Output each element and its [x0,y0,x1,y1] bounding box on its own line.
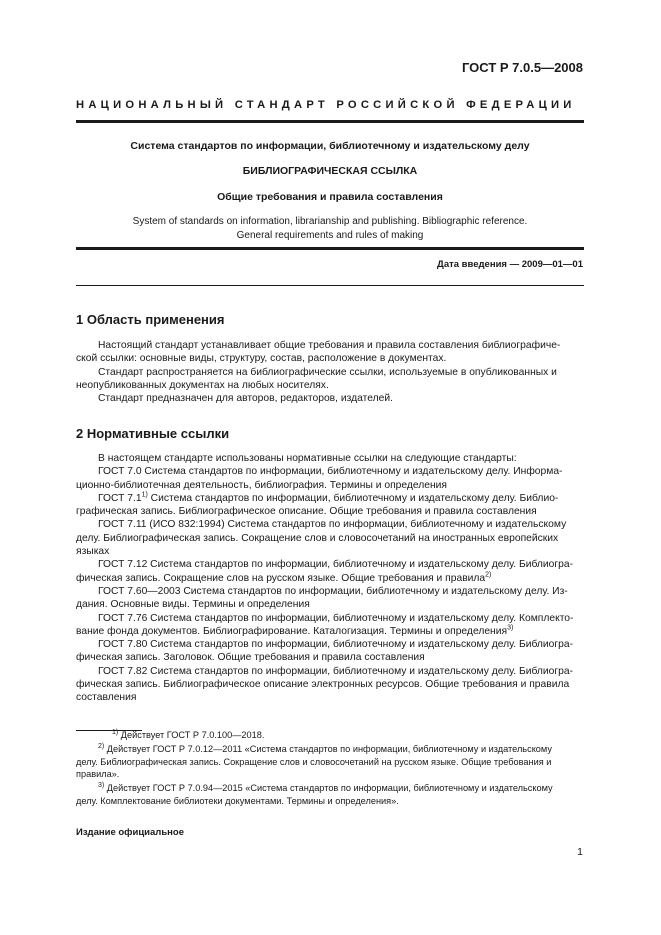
date-rule [76,285,584,286]
english-title-line-2: General requirements and rules of making [236,230,424,241]
s2-line-text: делу. Библиографическая запись. Сокращение слов и словосочетаний на иностранных европейских [76,532,559,544]
s2-line [76,691,584,704]
fn3-line2: делу. Комплектование библиотеки документами. Термины и определения». [76,795,399,806]
s2-line [76,598,584,611]
s2-line-text: фическая запись. Заголовок. Общие требования и правила составления [76,652,425,664]
footnote-3 [76,782,584,807]
s2-line-text: ГОСТ 7.80 Система стандартов по информации, библиотечному и издательскому делу. Библиогра- [98,639,574,651]
s2-line [76,545,584,558]
s1-p3: Стандарт предназначен для авторов, редакторов, издателей. [98,393,393,405]
s2-line-text: языках [76,546,110,558]
s2-line [76,665,584,678]
section-1-text [76,339,584,405]
fn2-line2: делу. Библиографическая запись. Сокращение слов и словосочетаний на русском языке. Общие требования и [76,756,552,767]
title-bottom-rule [76,247,584,250]
s2-line-part: ГОСТ 7.1 [98,492,142,504]
s2-line-text: ГОСТ 7.82 Система стандартов по информации, библиотечному и издательскому делу. Библиогра- [98,665,574,677]
s2-line-text: ГОСТ 7.60—2003 Система стандартов по информации, библиотечному и издательскому делу. Из- [98,585,568,597]
document-title: БИБЛИОГРАФИЧЕСКАЯ ССЫЛКА [242,165,418,177]
document-subtitle: Общие требования и правила составления [217,191,443,203]
fn3-line1: Действует ГОСТ Р 7.0.94—2015 «Система стандартов по информации, библиотечному и издательскому [104,783,553,793]
s2-line [76,479,584,492]
s2-line [76,572,584,585]
s2-line [76,638,584,651]
national-standard-heading: НАЦИОНАЛЬНЫЙ СТАНДАРТ РОССИЙСКОЙ ФЕДЕРАЦИИ [76,99,576,111]
fn2-line1: Действует ГОСТ Р 7.0.12—2011 «Система стандартов по информации, библиотечному и издательскому [104,744,552,754]
s2-line-text: дания. Основные виды. Термины и определения [76,599,310,611]
footnote-mark: 2) [485,571,492,579]
s2-line-text: ГОСТ 7.11 (ИСО 832:1994) Система стандартов по информации, библиотечному и издательскому [98,519,567,531]
s2-line [76,532,584,545]
s2-line-text: ционно-библиотечная деятельность, библиография. Термины и определения [76,479,448,491]
s2-line-text: фическая запись. Библиографическое описание электронных ресурсов. Общие требования и правила [76,679,570,691]
english-title [76,215,584,243]
s2-line [76,651,584,664]
s2-line [76,452,584,465]
s2-line [76,492,584,505]
s1-p1-line2: ской ссылки: основные виды, структуру, состав, расположение в документах. [76,353,447,365]
s2-line [76,518,584,531]
footnote-2 [76,743,584,781]
s2-line-text: Система стандартов по информации, библиотечному и издательскому делу. Библио- [147,492,559,504]
fn1-mark: 1) [112,728,119,736]
s2-line-text: В настоящем стандарте использованы нормативные ссылки на следующие стандарты: [98,453,517,464]
gost-code: ГОСТ Р 7.0.5—2008 [461,60,583,75]
footnote-1 [76,729,584,742]
s2-line-text: ГОСТ 7.12 Система стандартов по информации, библиотечному и издательскому делу. Библиогра- [98,559,574,571]
s1-p2-line2: неопубликованных документах на любых носителях. [76,379,329,391]
footnote-mark: 1) [141,491,148,499]
s2-line [76,465,584,478]
fn1-text: Действует ГОСТ Р 7.0.100—2018. [118,730,265,740]
footnote-mark: 3) [507,624,514,632]
s2-line-text: вание фонда документов. Библиографирование. Каталогизация. Термины и определения [76,625,508,637]
official-edition-label: Издание официальное [76,827,184,838]
fn2-mark: 2) [98,742,105,750]
s2-line-text: фическая запись. Сокращение слов на русском языке. Общие требования и правила [76,572,486,584]
s2-line-text: ГОСТ 7.0 Система стандартов по информации, библиотечному и издательскому делу. Информа- [98,466,563,478]
section-2-heading: 2 Нормативные ссылки [76,426,230,441]
english-title-line-1: System of standards on information, librarianship and publishing. Bibliographic reference. [132,216,528,227]
standard-series: Система стандартов по информации, библиотечному и издательскому делу [130,140,530,152]
s2-line [76,612,584,625]
s2-line [76,625,584,638]
s2-line [76,558,584,571]
s2-line-text: графическая запись. Библиографическое описание. Общие требования и правила составления [76,506,537,518]
page-number: 1 [577,846,583,858]
s2-line [76,585,584,598]
s2-line-text: составления [76,692,137,704]
s1-p1-line1: Настоящий стандарт устанавливает общие требования и правила составления библиографиче- [98,340,561,351]
top-rule [76,120,584,123]
section-1-heading: 1 Область применения [76,312,225,327]
fn2-line3: правила». [76,769,120,780]
section-2-text [76,452,584,705]
s2-line-text: ГОСТ 7.76 Система стандартов по информации, библиотечному и издательскому делу. Комплекто- [98,612,574,624]
s2-line [76,678,584,691]
fn3-mark: 3) [98,781,105,789]
introduction-date: Дата введения — 2009—01—01 [437,259,583,270]
s2-line [76,505,584,518]
s1-p2-line1: Стандарт распространяется на библиографические ссылки, используемые в опубликованных и [98,366,557,378]
